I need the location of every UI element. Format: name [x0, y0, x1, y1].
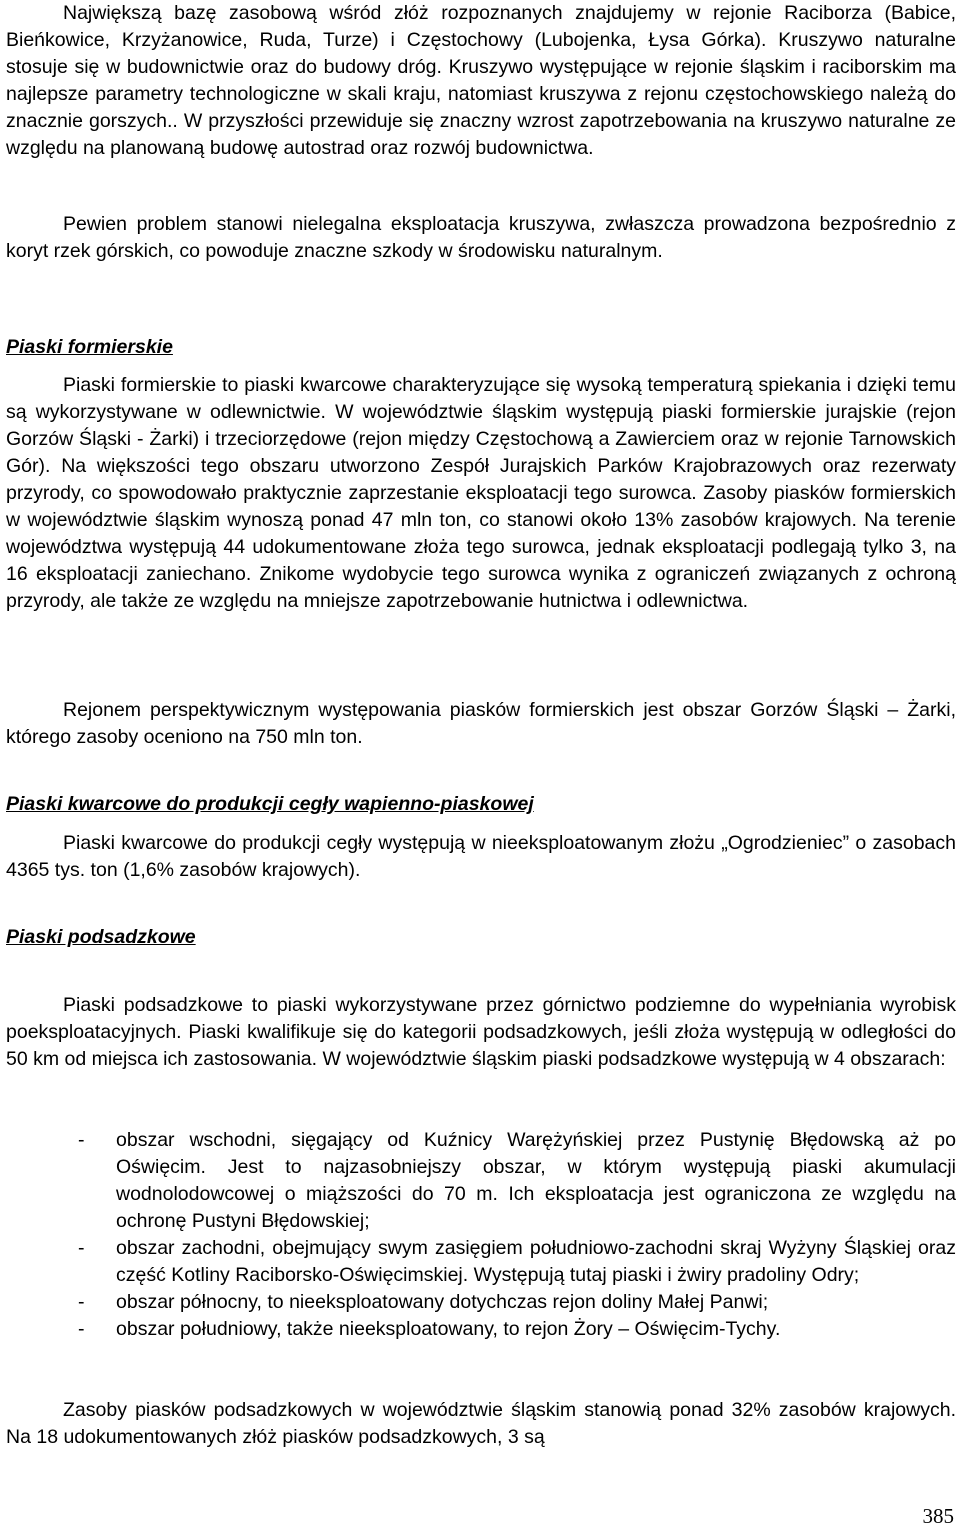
- list-item-text: obszar północny, to nieeksploatowany dotychczas rejon doliny Małej Panwi;: [116, 1291, 769, 1313]
- list-item: [6, 1289, 956, 1316]
- heading-backfill-sands: Piaski podsadzkowe: [6, 926, 196, 948]
- list-item: [6, 1235, 956, 1289]
- list-item: [6, 1316, 956, 1343]
- paragraph-illegal-exploitation: Pewien problem stanowi nielegalna eksploatacja kruszywa, zwłaszcza prowadzona bezpośrednio z koryt rzek górskich, co powoduje znaczne szkody w środowisku naturalnym.: [6, 213, 956, 262]
- page-number: 385: [922, 1504, 954, 1528]
- paragraph-backfill-resources: Zasoby piasków podsadzkowych w województwie śląskim stanowią ponad 32% zasobów krajowych. Na 18 udokumentowanych złóż piasków podsadzkowych, 3 są: [6, 1399, 956, 1448]
- list-dash: -: [78, 1291, 85, 1313]
- list-dash: -: [78, 1237, 85, 1259]
- list-item-text: obszar wschodni, sięgający od Kuźnicy Warężyńskiej przez Pustynię Błędowską aż po Oświęcim. Jest to najzasobniejszy obszar, w którym występują piaski akumulacji wodnolodowcowej o miąższości do 70 m. Ich eksploatacja jest ograniczona ze względu na ochronę Pustyni Błędowskiej;: [116, 1129, 956, 1232]
- paragraph-quartz-sands: Piaski kwarcowe do produkcji cegły występują w nieeksploatowanym złożu „Ogrodzieniec” o zasobach 4365 tys. ton (1,6% zasobów krajowych).: [6, 832, 956, 881]
- heading-foundry-sands: Piaski formierskie: [6, 336, 173, 358]
- list-dash: -: [78, 1318, 85, 1340]
- paragraph-foundry-sands: Piaski formierskie to piaski kwarcowe charakteryzujące się wysoką temperaturą spiekania i dzięki temu są wykorzystywane w odlewnictwie. W województwie śląskim występują piaski formierskie jurajskie (rejon Gorzów Śląski - Żarki) i trzeciorzędowe (rejon między Częstochową a Zawierciem oraz w rejonie Tarnowskich Gór). Na większości tego obszaru utworzono Zespół Jurajskich Parków Krajobrazowych oraz rezerwaty przyrody, co spowodowało praktycznie zaprzestanie eksploatacji tego surowca. Zasoby piasków formierskich w województwie śląskim wynoszą ponad 47 mln ton, co stanowi około 13% zasobów krajowych. Na terenie województwa występują 44 udokumentowane złoża tego surowca, jednak eksploatacji podlegają tylko 3, na 16 eksploatacji zaniechano. Znikome wydobycie tego surowca wynika z ograniczeń związanych z ochroną przyrody, ale także ze względu na mniejsze zapotrzebowanie hutnictwa i odlewnictwa.: [6, 374, 956, 612]
- heading-quartz-sands-brick: Piaski kwarcowe do produkcji cegły wapienno-piaskowej: [6, 793, 534, 815]
- paragraph-aggregate-deposits: Największą bazę zasobową wśród złóż rozpoznanych znajdujemy w rejonie Raciborza (Babice, Bieńkowice, Krzyżanowice, Ruda, Turze) i Częstochowy (Lubojenka, Łysa Górka). Kruszywo naturalne stosuje się w budownictwie oraz do budowy dróg. Kruszywo występujące w rejonie śląskim i raciborskim ma najlepsze parametry technologiczne w skali kraju, natomiast kruszywa z rejonu częstochowskiego należą do znacznie gorszych.. W przyszłości przewiduje się znaczny wzrost zapotrzebowania na kruszywo naturalne ze względu na planowaną budowę autostrad oraz rozwój budownictwa.: [6, 2, 956, 159]
- list-dash: -: [78, 1129, 85, 1151]
- paragraph-perspective-region: Rejonem perspektywicznym występowania piasków formierskich jest obszar Gorzów Śląski – Żarki, którego zasoby oceniono na 750 mln ton.: [6, 699, 956, 748]
- areas-list: [6, 1127, 956, 1343]
- list-item: [6, 1127, 956, 1235]
- list-item-text: obszar południowy, także nieeksploatowany, to rejon Żory – Oświęcim-Tychy.: [116, 1318, 781, 1340]
- paragraph-backfill-sands: Piaski podsadzkowe to piaski wykorzystywane przez górnictwo podziemne do wypełniania wyrobisk poeksploatacyjnych. Piaski kwalifikuje się do kategorii podsadzkowych, jeśli złoża występują w odległości do 50 km od miejsca ich zastosowania. W województwie śląskim piaski podsadzkowe występują w 4 obszarach:: [6, 994, 956, 1070]
- list-item-text: obszar zachodni, obejmujący swym zasięgiem południowo-zachodni skraj Wyżyny Śląskiej oraz część Kotliny Raciborsko-Oświęcimskiej. Występują tutaj piaski i żwiry pradoliny Odry;: [116, 1237, 956, 1286]
